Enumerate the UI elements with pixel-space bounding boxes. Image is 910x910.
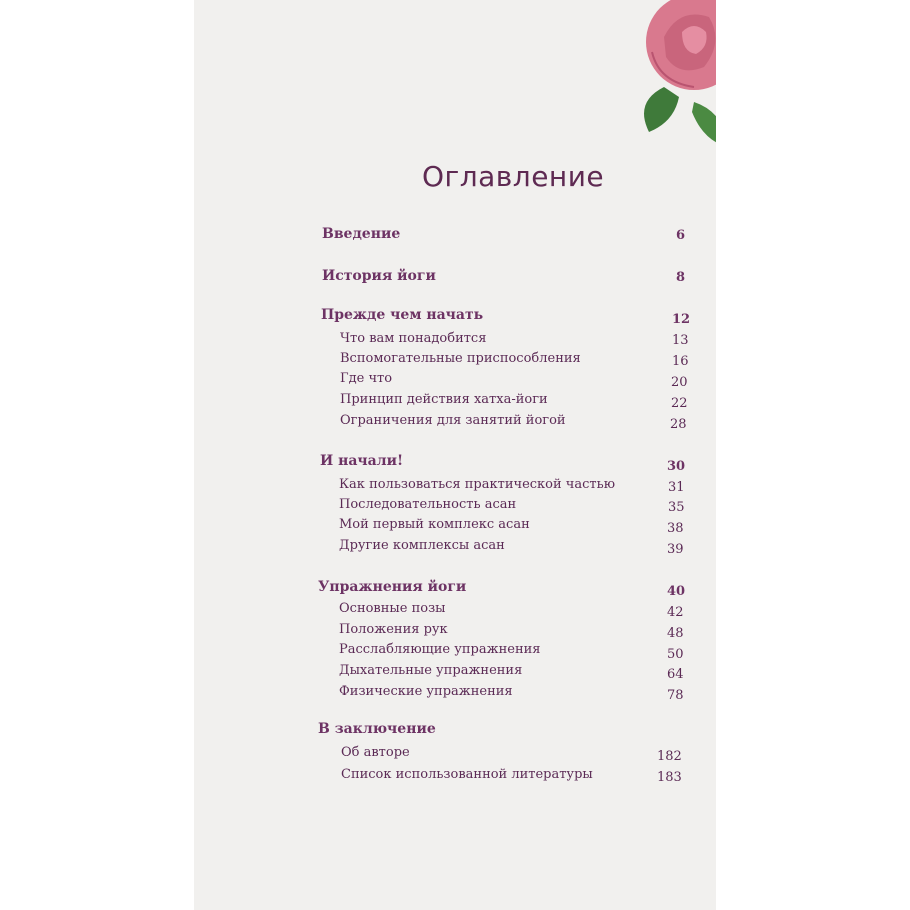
toc-entry-introduction: Введение — [322, 226, 401, 242]
toc-subentry: Что вам понадобится — [340, 331, 487, 346]
toc-entry-before-start: Прежде чем начать — [321, 307, 484, 323]
toc-entry-history: История йоги — [322, 268, 436, 284]
toc-page-number: 6 — [676, 228, 686, 243]
toc-subentry: Физические упражнения — [339, 684, 513, 699]
toc-subentry: Где что — [340, 371, 393, 386]
toc-page-number: 40 — [667, 584, 686, 599]
toc-page-number: 78 — [667, 688, 684, 703]
toc-page-number: 22 — [671, 396, 688, 411]
toc-page-number: 13 — [672, 333, 689, 348]
toc-page-number: 39 — [667, 542, 684, 557]
toc-subentry: Об авторе — [341, 745, 410, 760]
toc-page-number: 64 — [667, 667, 684, 682]
toc-page-number: 35 — [668, 500, 685, 515]
toc-subentry: Основные позы — [339, 601, 446, 616]
table-of-contents — [194, 0, 716, 910]
toc-page-number: 31 — [668, 480, 685, 495]
toc-subentry: Ограничения для занятий йогой — [340, 413, 566, 428]
toc-subentry: Расслабляющие упражнения — [339, 642, 541, 657]
toc-subentry: Мой первый комплекс асан — [339, 517, 530, 532]
toc-subentry: Принцип действия хатха-йоги — [340, 392, 548, 407]
toc-entry-exercises: Упражнения йоги — [318, 579, 467, 595]
toc-page-number: 12 — [672, 312, 691, 327]
toc-page-number: 38 — [667, 521, 684, 536]
toc-page-number: 182 — [657, 749, 682, 764]
toc-subentry: Положения рук — [339, 622, 448, 637]
toc-page-number: 50 — [667, 647, 684, 662]
toc-page-number: 30 — [667, 459, 686, 474]
toc-subentry: Дыхательные упражнения — [339, 663, 523, 678]
toc-page-number: 183 — [657, 770, 682, 785]
toc-subentry: Последовательность асан — [339, 497, 517, 512]
toc-subentry: Вспомогательные приспособления — [340, 351, 581, 366]
toc-page-number: 8 — [676, 270, 686, 285]
toc-page-number: 16 — [672, 354, 689, 369]
toc-subentry: Список использованной литературы — [341, 767, 593, 782]
toc-subentry: Другие комплексы асан — [339, 538, 505, 553]
toc-page-number: 20 — [671, 375, 688, 390]
book-page — [194, 0, 716, 910]
toc-page-number: 48 — [667, 626, 684, 641]
toc-subentry: Как пользоваться практической частью — [339, 477, 616, 492]
toc-entry-conclusion: В заключение — [318, 721, 436, 737]
toc-entry-start: И начали! — [320, 453, 404, 469]
page-title: Оглавление — [422, 160, 605, 193]
toc-page-number: 42 — [667, 605, 684, 620]
toc-page-number: 28 — [670, 417, 687, 432]
